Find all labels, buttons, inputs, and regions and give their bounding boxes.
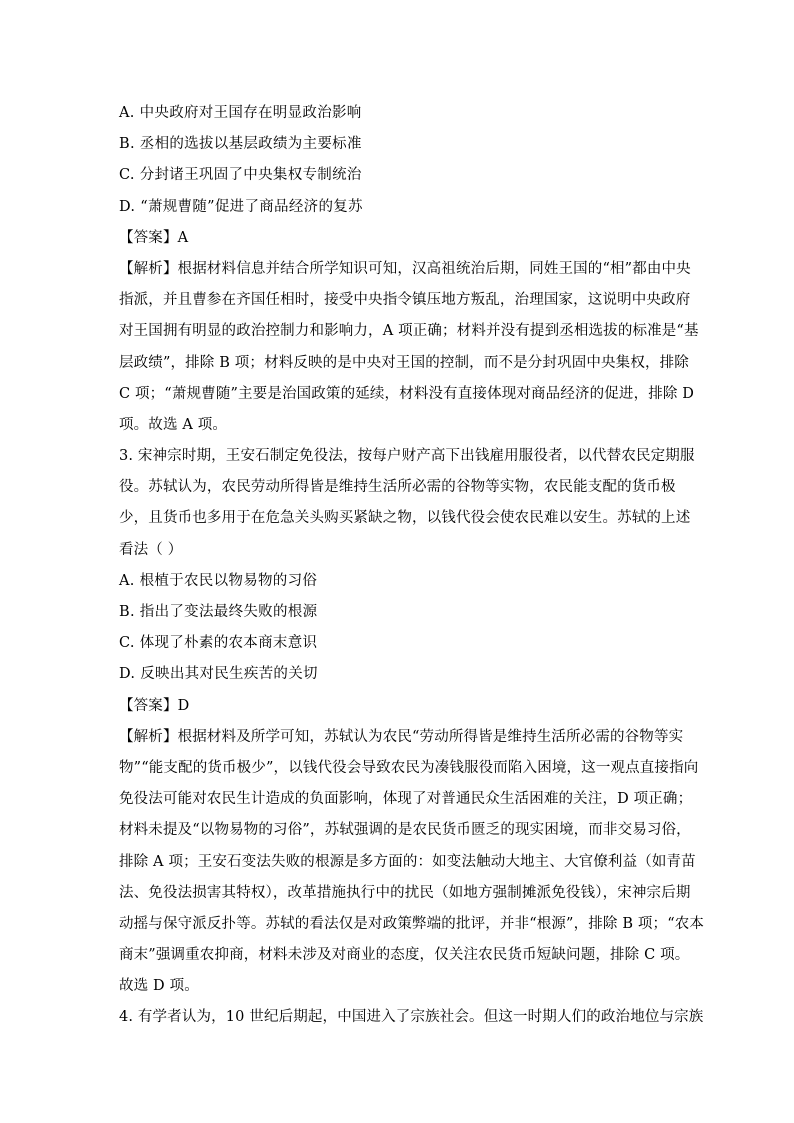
- q4-stem-line: 4. 有学者认为，10 世纪后期起，中国进入了宗族社会。但这一时期人们的政治地位与宗族: [119, 1009, 704, 1026]
- q3-stem-line: 3. 宋神宗时期，王安石制定免役法，按每户财产高下出钱雇用服役者，以代替农民定期服: [119, 448, 695, 465]
- q3-option-c: C. 体现了朴素的农本商末意识: [119, 635, 318, 652]
- q2-option-c: C. 分封诸王巩固了中央集权专制统治: [119, 167, 362, 184]
- q3-analysis-line: 排除 A 项；王安石变法失败的根源是多方面的：如变法触动大地主、大官僚利益（如青苗: [119, 853, 696, 870]
- q2-analysis-line: 指派，并且曹参在齐国任相时，接受中央指令镇压地方叛乱，治理国家，这说明中央政府: [119, 292, 691, 309]
- q2-option-a: A. 中央政府对王国存在明显政治影响: [119, 105, 362, 121]
- q3-analysis-line: 材料未提及“以物易物的习俗”，苏轼强调的是农民货币匮乏的现实困境，而非交易习俗，: [119, 822, 691, 839]
- q3-stem-line: 役。苏轼认为，农民劳动所得皆是维持生活所必需的谷物等实物，农民能支配的货币极: [119, 479, 676, 496]
- q3-analysis-line: 动摇与保守派反扑等。苏轼的看法仅是对政策弊端的批评，并非“根源”，排除 B 项；“农本: [119, 915, 705, 932]
- q3-option-a: A. 根植于农民以物易物的习俗: [119, 572, 318, 589]
- q3-stem-line: 看法（ ）: [119, 541, 183, 558]
- document-page: [119, 98, 705, 1034]
- q3-option-d: D. 反映出其对民生疾苦的关切: [119, 666, 318, 683]
- q3-stem-line: 少，且货币也多用于在危急关头购买紧缺之物，以钱代役会使农民难以安生。苏轼的上述: [119, 510, 691, 527]
- q3-analysis-line: 免役法可能对农民生计造成的负面影响，体现了对普通民众生活困难的关注，D 项正确；: [119, 791, 693, 808]
- q2-option-d: D. “萧规曹随”促进了商品经济的复苏: [119, 198, 363, 215]
- q2-analysis-line: 对王国拥有明显的政治控制力和影响力，A 项正确；材料并没有提到丞相选拔的标准是“基: [119, 323, 699, 340]
- q2-analysis-line: 项。故选 A 项。: [119, 416, 228, 433]
- q2-analysis-line: C 项；“萧规曹随”主要是治国政策的延续，材料没有直接体现对商品经济的促进，排除 D: [119, 385, 695, 402]
- q3-analysis-line: 物”“能支配的货币极少”，以钱代役会导致农民为凑钱服役而陷入困境，这一观点直接指向: [119, 759, 699, 776]
- q3-option-b: B. 指出了变法最终失败的根源: [119, 604, 318, 620]
- q2-analysis-line: 层政绩”，排除 B 项；材料反映的是中央对王国的控制，而不是分封巩固中央集权，排除: [119, 354, 689, 371]
- q2-answer: 【答案】A: [119, 229, 189, 246]
- q3-analysis-line: 【解析】根据材料及所学可知，苏轼认为农民“劳动所得皆是维持生活所必需的谷物等实: [119, 728, 684, 745]
- q3-answer: 【答案】D: [119, 697, 190, 714]
- q3-analysis-line: 法、免役法损害其特权），改革措施执行中的扰民（如地方强制摊派免役钱），宋神宗后期: [119, 884, 691, 901]
- q2-option-b: B. 丞相的选拔以基层政绩为主要标准: [119, 136, 362, 153]
- q2-analysis-line: 【解析】根据材料信息并结合所学知识可知，汉高祖统治后期，同姓王国的“相”都由中央: [119, 260, 691, 277]
- q3-analysis-line: 商末”强调重农抑商，材料未涉及对商业的态度，仅关注农民货币短缺问题，排除 C 项。: [119, 947, 690, 964]
- q3-analysis-line: 故选 D 项。: [119, 978, 199, 995]
